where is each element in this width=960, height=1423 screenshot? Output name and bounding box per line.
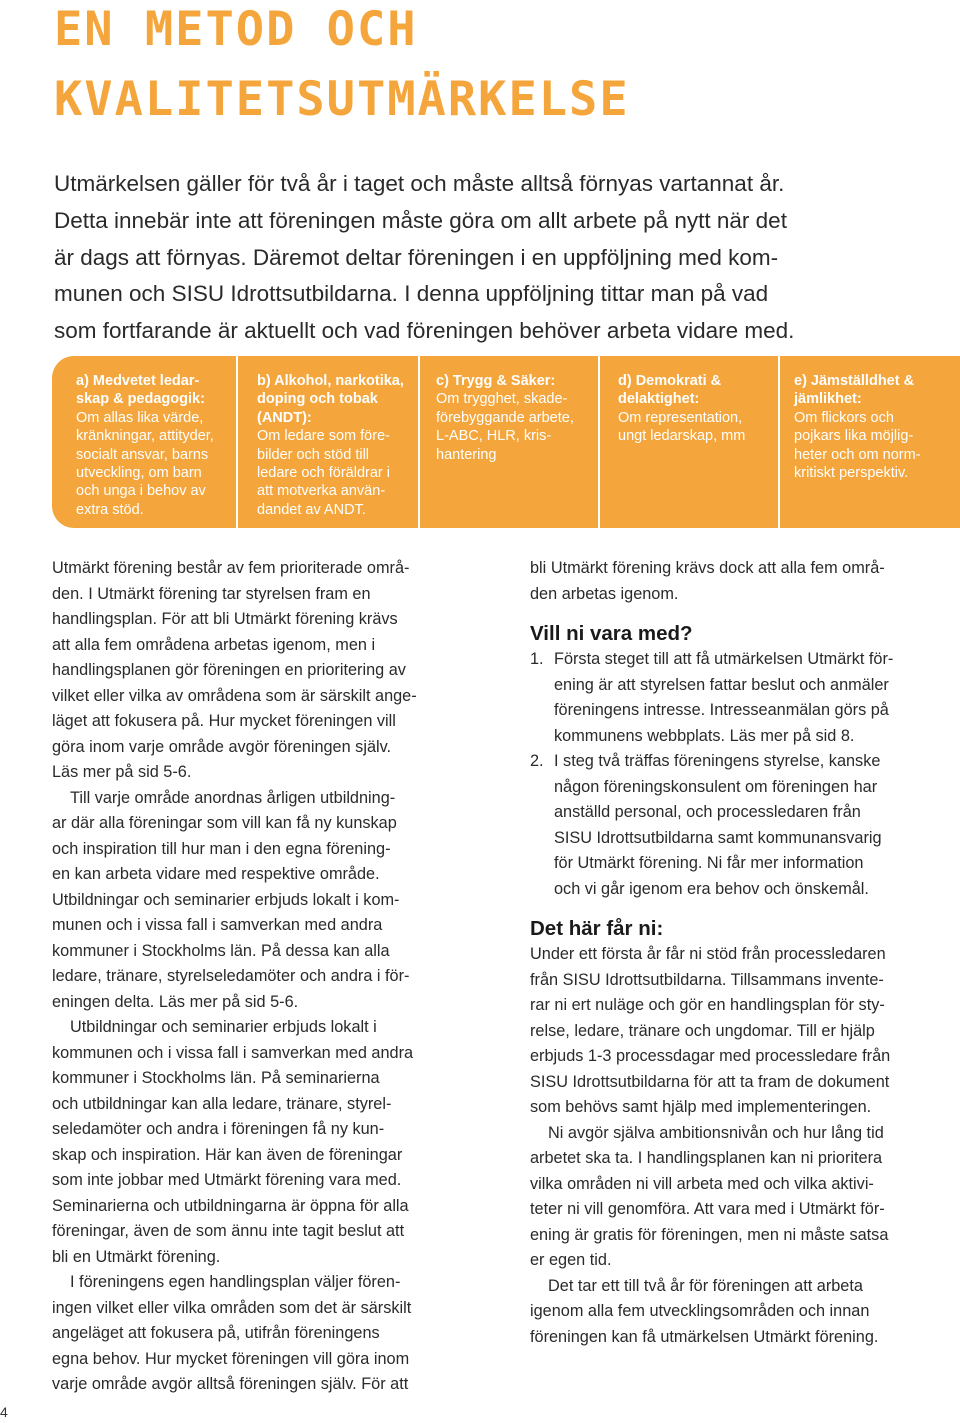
step-item — [530, 647, 955, 673]
intro-paragraph — [54, 166, 934, 350]
body-line: Till varje område anordnas årligen utbildning- — [70, 788, 396, 807]
body-line: som inte jobbar med Utmärkt förening vara med. — [52, 1171, 402, 1189]
body-line: ening är gratis för föreningen, men ni måste satsa — [530, 1225, 889, 1244]
right-column — [530, 556, 955, 1350]
body-line: arbetet ska ta. I handlingsplanen kan ni prioritera — [530, 1149, 883, 1167]
page-title-line-1: EN METOD OCH — [54, 2, 418, 57]
step-text: Första steget till att få utmärkelsen Utmärkt för- — [554, 650, 894, 668]
area-e-text: Om flickors och — [794, 409, 894, 426]
area-b-text: Om ledare som före- — [257, 428, 390, 445]
focus-areas-band — [52, 356, 960, 528]
left-column — [52, 556, 492, 1398]
spacer — [530, 607, 955, 621]
body-line: ledare, tränare, styrelseledamöter och andra i för- — [52, 967, 410, 985]
body-line: Utbildningar och seminarier erbjuds lokalt i kom- — [52, 890, 400, 909]
step-text: någon föreningskonsulent om föreningen har — [554, 777, 878, 796]
body-line: relse, ledare, tränare och ungdomar. Till er hjälp — [530, 1021, 875, 1040]
area-e-box — [794, 372, 921, 482]
column-divider — [598, 356, 600, 528]
area-c-box — [436, 372, 574, 464]
area-c-text: L-ABC, HLR, kris- — [436, 428, 552, 445]
body-line: er egen tid. — [530, 1251, 612, 1269]
area-b-text: bilder och stöd till — [257, 446, 370, 463]
section-heading-join: Vill ni vara med? — [530, 622, 693, 645]
body-line: föreningen kan få utmärkelsen Utmärkt förening. — [530, 1327, 879, 1346]
area-e-heading: jämlikhet: — [794, 391, 862, 408]
step-text: ening är att styrelsen fattar beslut och anmäler — [554, 675, 889, 694]
area-e-text: heter och om norm- — [794, 446, 921, 463]
area-a-text: extra stöd. — [76, 501, 144, 518]
body-line: rar ni ert nuläge och gör en handlingsplan för sty- — [530, 996, 885, 1014]
intro-line: Detta innebär inte att föreningen måste göra om allt arbete på nytt när det — [54, 207, 787, 233]
body-line: ingen vilket eller vilka områden som det är särskilt — [52, 1298, 412, 1317]
area-c-text: Om trygghet, skade- — [436, 391, 568, 408]
body-line: handlingsplanen gör föreningen en prioritering av — [52, 661, 406, 679]
area-a-heading: a) Medvetet ledar- — [76, 373, 200, 389]
body-line: eningen delta. Läs mer på sid 5-6. — [52, 992, 299, 1011]
step-item — [530, 749, 955, 775]
body-line: Ni avgör själva ambitionsnivån och hur lång tid — [548, 1123, 884, 1142]
page-title-line-2: KVALITETSUTMÄRKELSE — [54, 72, 630, 127]
page-number: 4 — [0, 1404, 8, 1420]
area-d-text: ungt ledarskap, mm — [618, 428, 746, 445]
body-line: teter ni vill genomföra. Att vara med i Utmärkt för- — [530, 1200, 885, 1218]
column-divider — [778, 356, 780, 528]
body-line: läget att fokusera på. Hur mycket föreningen vill — [52, 712, 396, 730]
body-line: och inspiration till hur man i den egna förening- — [52, 839, 391, 858]
body-line: som behövs samt hjälp med implementeringen. — [530, 1098, 872, 1116]
area-a-box — [76, 372, 214, 519]
step-text: för Utmärkt förening. Ni får mer information — [554, 854, 864, 872]
step-text: anställd personal, och processledaren från — [554, 803, 861, 821]
body-line: varje område avgör alltså föreningen själv. För att — [52, 1375, 409, 1393]
body-line: angeläget att fokusera på, utifrån föreningens — [52, 1324, 380, 1342]
area-b-text: dandet av ANDT. — [257, 501, 366, 518]
step-text: I steg två träffas föreningens styrelse, kanske — [554, 752, 881, 770]
body-line: Utbildningar och seminarier erbjuds lokalt i — [70, 1018, 377, 1036]
body-line: och utbildningar kan alla ledare, tränare, styrel- — [52, 1094, 392, 1113]
area-b-heading: doping och tobak — [257, 391, 378, 408]
area-a-text: utveckling, om barn — [76, 465, 202, 482]
body-line: kommuner i Stockholms län. På dessa kan alla — [52, 941, 390, 960]
area-d-text: Om representation, — [618, 409, 743, 426]
area-e-text: kritiskt perspektiv. — [794, 465, 909, 482]
body-line: igenom alla fem utvecklingsområden och innan — [530, 1302, 870, 1320]
area-a-text: och unga i behov av — [76, 483, 206, 500]
body-line: skap och inspiration. Här kan även de föreningar — [52, 1145, 403, 1164]
body-line: Under ett första år får ni stöd från processledaren — [530, 945, 886, 963]
area-b-text: ledare och föräldrar i — [257, 465, 390, 482]
area-a-text: Om allas lika värde, — [76, 409, 204, 426]
area-c-text: hantering — [436, 446, 497, 463]
body-line: föreningar, även de som ännu inte tagit beslut att — [52, 1222, 405, 1240]
area-d-box — [618, 372, 745, 446]
body-line: handlingsplan. För att bli Utmärkt förening krävs — [52, 610, 398, 628]
intro-line: är dags att förnyas. Däremot deltar föreningen i en uppföljning med kom- — [54, 244, 779, 270]
body-line: den arbetas igenom. — [530, 584, 679, 603]
area-c-text: förebyggande arbete, — [436, 409, 574, 426]
body-line: kommuner i Stockholms län. På seminarierna — [52, 1069, 380, 1087]
area-e-text: pojkars lika möjlig- — [794, 428, 914, 445]
step-text: SISU Idrottsutbildarna samt kommunansvarig — [554, 828, 882, 847]
spacer — [530, 902, 955, 916]
area-e-heading: e) Jämställdhet & — [794, 373, 915, 389]
body-line: seledamöter och andra i föreningen få ny kun- — [52, 1120, 385, 1138]
body-line: egna behov. Hur mycket föreningen vill göra inom — [52, 1349, 410, 1368]
body-line: bli en Utmärkt förening. — [52, 1247, 221, 1266]
area-b-box — [257, 372, 404, 519]
step-number: 2. — [530, 752, 544, 770]
area-d-heading: d) Demokrati & — [618, 373, 722, 389]
body-line: Det tar ett till två år för föreningen att arbeta — [548, 1276, 863, 1295]
body-line: den. I Utmärkt förening tar styrelsen fram en — [52, 584, 371, 603]
body-line: ar där alla föreningar som vill kan få ny kunskap — [52, 814, 397, 832]
section-heading-benefits: Det här får ni: — [530, 917, 664, 940]
body-line: att alla fem områdena arbetas igenom, men i — [52, 635, 376, 654]
area-b-heading: (ANDT): — [257, 409, 312, 426]
body-line: erbjuds 1-3 processdagar med processledare från — [530, 1047, 891, 1065]
step-number: 1. — [530, 650, 544, 668]
body-line: en kan arbeta vidare med respektive område. — [52, 865, 380, 883]
body-line: vilka områden ni vill arbeta med och vilka aktivi- — [530, 1174, 874, 1193]
body-line: från SISU Idrottsutbildarna. Tillsammans invente- — [530, 970, 884, 989]
step-text: kommunens webbplats. Läs mer på sid 8. — [554, 726, 855, 745]
column-divider — [236, 356, 238, 528]
body-line: I föreningens egen handlingsplan väljer fören- — [70, 1273, 401, 1291]
body-line: Seminarierna och utbildningarna är öppna för alla — [52, 1196, 409, 1215]
step-text: och vi går igenom era behov och önskemål. — [554, 879, 869, 898]
area-d-heading: delaktighet: — [618, 391, 700, 408]
area-a-text: kränkningar, attityder, — [76, 428, 214, 445]
body-line: kommunen och i vissa fall i samverkan med andra — [52, 1043, 414, 1062]
intro-line: som fortfarande är aktuellt och vad föreningen behöver arbeta vidare med. — [54, 318, 795, 344]
area-a-heading: skap & pedagogik: — [76, 391, 205, 408]
area-b-text: att motverka använ- — [257, 483, 386, 500]
body-line: Utmärkt förening består av fem prioriterade områ- — [52, 559, 410, 577]
step-text: föreningens intresse. Intresseanmälan görs på — [554, 701, 889, 719]
body-line: Läs mer på sid 5-6. — [52, 763, 192, 781]
body-line: SISU Idrottsutbildarna för att ta fram de dokument — [530, 1072, 890, 1091]
area-a-text: socialt ansvar, barns — [76, 446, 209, 463]
intro-line: munen och SISU Idrottsutbildarna. I denna uppföljning tittar man på vad — [54, 281, 769, 307]
body-line: munen och i vissa fall i samverkan med andra — [52, 916, 383, 934]
intro-line: Utmärkelsen gäller för två år i taget och måste alltså förnyas vartannat år. — [54, 171, 785, 196]
column-divider — [418, 356, 420, 528]
body-line: vilket eller vilka av områdena som är särskilt ange- — [52, 686, 417, 705]
body-line: bli Utmärkt förening krävs dock att alla fem områ- — [530, 559, 885, 577]
body-line: göra inom varje område avgör föreningen själv. — [52, 737, 392, 756]
area-c-heading: c) Trygg & Säker: — [436, 373, 556, 389]
area-b-heading: b) Alkohol, narkotika, — [257, 373, 404, 389]
